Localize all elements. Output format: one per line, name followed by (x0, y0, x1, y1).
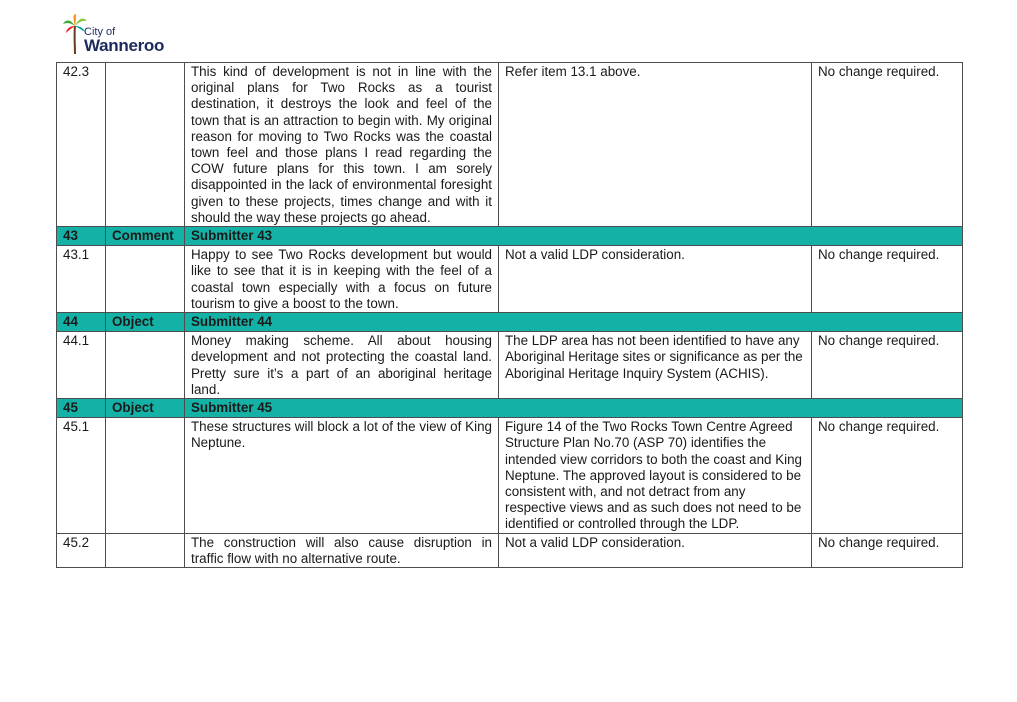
outcome-text: No change required. (812, 63, 963, 227)
table-row (57, 533, 963, 567)
item-number: 42.3 (57, 63, 106, 227)
submissions-table (56, 62, 963, 568)
outcome-text: No change required. (812, 246, 963, 313)
submitter-name: Submitter 45 (185, 399, 963, 418)
submitter-header-row (57, 227, 963, 246)
item-number: 43.1 (57, 246, 106, 313)
submission-text: This kind of development is not in line with the original plans for Two Rocks as a tourist destination, it destroys the look and feel of the town that is an attraction to begin with. My original reason for moving to Two Rocks was the coastal town feel and those plans I read regarding the COW future plans for this town. I am sorely disappointed in the lack of environmental foresight given to these projects, times change and with it should the way these projects go ahead. (185, 63, 499, 227)
submitter-name: Submitter 44 (185, 313, 963, 332)
city-of-wanneroo-logo (62, 14, 182, 56)
submission-type: Comment (106, 227, 185, 246)
submission-type: Object (106, 313, 185, 332)
submission-type (106, 246, 185, 313)
submission-text: Money making scheme. All about housing development and not protecting the coastal land. Pretty sure it’s a part of an aboriginal heritage land. (185, 332, 499, 399)
submitter-name: Submitter 43 (185, 227, 963, 246)
table-row (57, 332, 963, 399)
submission-text: These structures will block a lot of the view of King Neptune. (185, 418, 499, 533)
item-number: 45 (57, 399, 106, 418)
table-row (57, 63, 963, 227)
item-number: 43 (57, 227, 106, 246)
item-number: 45.1 (57, 418, 106, 533)
response-text: Figure 14 of the Two Rocks Town Centre Agreed Structure Plan No.70 (ASP 70) identifies the intended view corridors to both the coast and King Neptune. The approved layout is considered to be consistent with, and not detract from any respective views and as such does not need to be identified or controlled through the LDP. (499, 418, 812, 533)
submission-type (106, 418, 185, 533)
outcome-text: No change required. (812, 533, 963, 567)
submission-text: Happy to see Two Rocks development but would like to see that it is in keeping with the feel of a coastal town especially with a focus on future tourism to give a boost to the town. (185, 246, 499, 313)
logo-line1: City of (84, 26, 116, 38)
response-text: Not a valid LDP consideration. (499, 246, 812, 313)
outcome-text: No change required. (812, 418, 963, 533)
item-number: 44.1 (57, 332, 106, 399)
item-number: 45.2 (57, 533, 106, 567)
submission-type (106, 332, 185, 399)
response-text: Not a valid LDP consideration. (499, 533, 812, 567)
submitter-header-row (57, 399, 963, 418)
logo-line2: Wanneroo (84, 36, 165, 55)
table-row (57, 246, 963, 313)
submission-type: Object (106, 399, 185, 418)
response-text: The LDP area has not been identified to have any Aboriginal Heritage sites or significance as per the Aboriginal Heritage Inquiry System (ACHIS). (499, 332, 812, 399)
submission-type (106, 63, 185, 227)
table-row (57, 418, 963, 533)
response-text: Refer item 13.1 above. (499, 63, 812, 227)
submission-type (106, 533, 185, 567)
outcome-text: No change required. (812, 332, 963, 399)
submitter-header-row (57, 313, 963, 332)
item-number: 44 (57, 313, 106, 332)
submission-text: The construction will also cause disruption in traffic flow with no alternative route. (185, 533, 499, 567)
